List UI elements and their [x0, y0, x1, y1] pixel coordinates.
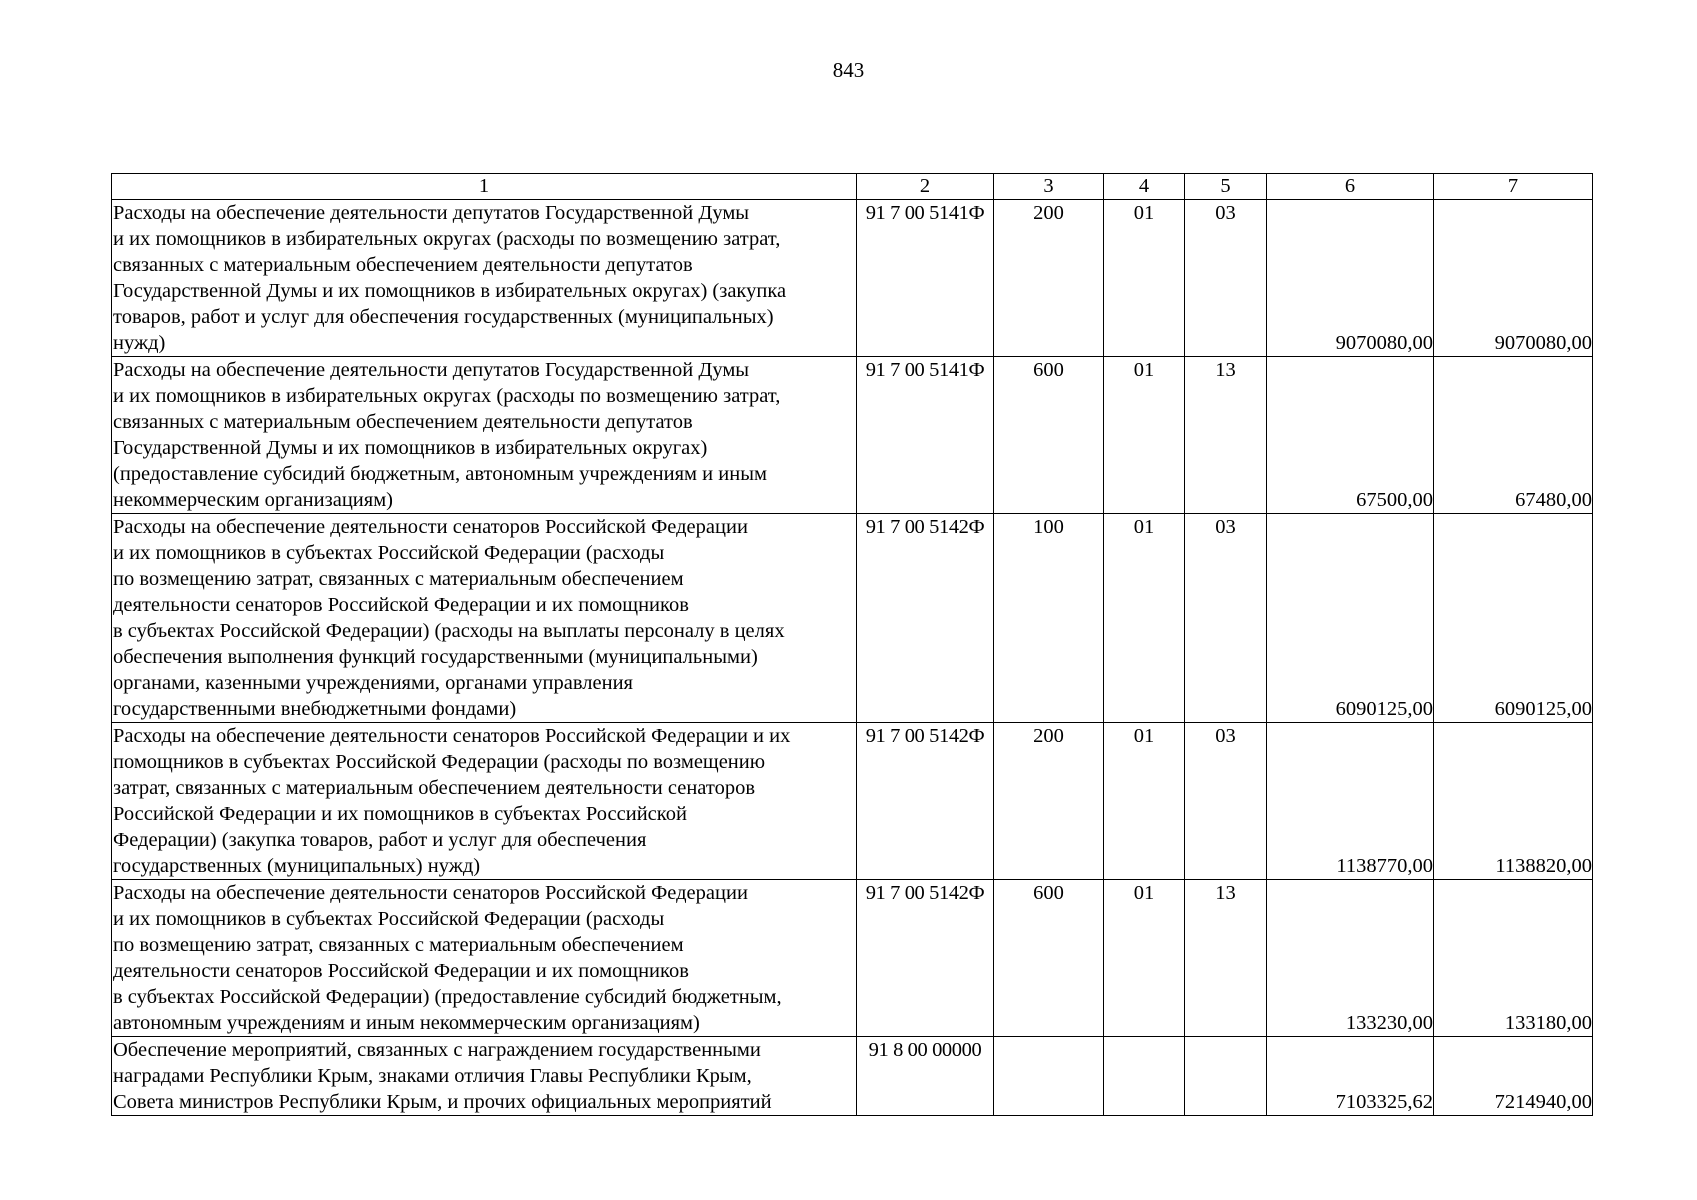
amount-year2-cell: 9070080,00 — [1434, 200, 1593, 357]
description-line: обеспечения выполнения функций государственными (муниципальными) — [113, 646, 758, 668]
header-cell: 5 — [1185, 174, 1267, 200]
target-article-code-cell: 91 7 00 5141Ф — [857, 200, 994, 357]
expense-description-cell — [112, 880, 857, 1037]
header-cell: 1 — [112, 174, 857, 200]
amount-year1-cell: 67500,00 — [1267, 357, 1434, 514]
description-line: Обеспечение мероприятий, связанных с награждением государственными — [113, 1039, 761, 1061]
target-article-code-cell: 91 7 00 5142Ф — [857, 880, 994, 1037]
amount-year2-cell: 1138820,00 — [1434, 723, 1593, 880]
table-row — [112, 357, 1593, 514]
subsection-code-cell: 03 — [1185, 723, 1267, 880]
amount-year1-cell: 1138770,00 — [1267, 723, 1434, 880]
table-header-row — [112, 174, 1593, 200]
section-code-cell: 01 — [1104, 880, 1185, 1037]
description-line: и их помощников в субъектах Российской Федерации (расходы — [113, 908, 665, 930]
description-line: связанных с материальным обеспечением деятельности депутатов — [113, 254, 693, 276]
description-line: нужд) — [113, 332, 166, 354]
description-line: Государственной Думы и их помощников в избирательных округах) (закупка — [113, 280, 787, 302]
subsection-code-cell: 13 — [1185, 880, 1267, 1037]
description-line: Расходы на обеспечение деятельности сенаторов Российской Федерации — [113, 882, 748, 904]
amount-year2-cell: 67480,00 — [1434, 357, 1593, 514]
description-line: Расходы на обеспечение деятельности депутатов Государственной Думы — [113, 202, 750, 224]
target-article-code-cell: 91 7 00 5142Ф — [857, 723, 994, 880]
budget-table — [111, 173, 1593, 1116]
description-line: Расходы на обеспечение деятельности сенаторов Российской Федерации и их — [113, 725, 791, 747]
table-row — [112, 880, 1593, 1037]
description-line: связанных с материальным обеспечением деятельности депутатов — [113, 411, 693, 433]
description-line: помощников в субъектах Российской Федерации (расходы по возмещению — [113, 751, 766, 773]
amount-year1-cell: 9070080,00 — [1267, 200, 1434, 357]
section-code-cell: 01 — [1104, 200, 1185, 357]
description-line: по возмещению затрат, связанных с материальным обеспечением — [113, 568, 684, 590]
description-line: в субъектах Российской Федерации) (расходы на выплаты персоналу в целях — [113, 620, 785, 642]
description-line: государственными внебюджетными фондами) — [113, 698, 517, 720]
description-line: Государственной Думы и их помощников в избирательных округах) — [113, 437, 708, 459]
description-line: наградами Республики Крым, знаками отличия Главы Республики Крым, — [113, 1065, 752, 1087]
description-line: Федерации) (закупка товаров, работ и услуг для обеспечения — [113, 829, 647, 851]
target-article-code-cell: 91 8 00 00000 — [857, 1037, 994, 1116]
description-line: товаров, работ и услуг для обеспечения государственных (муниципальных) — [113, 306, 774, 328]
expense-type-cell: 600 — [994, 880, 1104, 1037]
amount-year2-cell: 6090125,00 — [1434, 514, 1593, 723]
expense-description-cell — [112, 723, 857, 880]
expense-type-cell — [994, 1037, 1104, 1116]
header-cell: 7 — [1434, 174, 1593, 200]
expense-type-cell: 600 — [994, 357, 1104, 514]
amount-year2-cell: 7214940,00 — [1434, 1037, 1593, 1116]
header-cell: 2 — [857, 174, 994, 200]
description-line: по возмещению затрат, связанных с материальным обеспечением — [113, 934, 684, 956]
table-row — [112, 723, 1593, 880]
section-code-cell: 01 — [1104, 514, 1185, 723]
description-line: Расходы на обеспечение деятельности сенаторов Российской Федерации — [113, 516, 748, 538]
page-number: 843 — [832, 58, 865, 82]
header-cell: 4 — [1104, 174, 1185, 200]
description-line: деятельности сенаторов Российской Федерации и их помощников — [113, 960, 689, 982]
description-line: и их помощников в избирательных округах (расходы по возмещению затрат, — [113, 385, 781, 407]
description-line: органами, казенными учреждениями, органами управления — [113, 672, 633, 694]
header-cell: 6 — [1267, 174, 1434, 200]
description-line: в субъектах Российской Федерации) (предоставление субсидий бюджетным, — [113, 986, 782, 1008]
section-code-cell: 01 — [1104, 357, 1185, 514]
description-line: (предоставление субсидий бюджетным, автономным учреждениям и иным — [113, 463, 767, 485]
subsection-code-cell: 03 — [1185, 514, 1267, 723]
expense-description-cell — [112, 357, 857, 514]
expense-type-cell: 200 — [994, 200, 1104, 357]
description-line: Расходы на обеспечение деятельности депутатов Государственной Думы — [113, 359, 750, 381]
subsection-code-cell: 03 — [1185, 200, 1267, 357]
target-article-code-cell: 91 7 00 5142Ф — [857, 514, 994, 723]
expense-description-cell — [112, 200, 857, 357]
expense-type-cell: 200 — [994, 723, 1104, 880]
section-code-cell: 01 — [1104, 723, 1185, 880]
description-line: затрат, связанных с материальным обеспечением деятельности сенаторов — [113, 777, 755, 799]
description-line: автономным учреждениям и иным некоммерческим организациям) — [113, 1012, 700, 1034]
section-code-cell — [1104, 1037, 1185, 1116]
target-article-code-cell: 91 7 00 5141Ф — [857, 357, 994, 514]
description-line: Совета министров Республики Крым, и прочих официальных мероприятий — [113, 1091, 772, 1113]
amount-year1-cell: 6090125,00 — [1267, 514, 1434, 723]
amount-year2-cell: 133180,00 — [1434, 880, 1593, 1037]
amount-year1-cell: 7103325,62 — [1267, 1037, 1434, 1116]
expense-type-cell: 100 — [994, 514, 1104, 723]
subsection-code-cell: 13 — [1185, 357, 1267, 514]
header-cell: 3 — [994, 174, 1104, 200]
description-line: Российской Федерации и их помощников в субъектах Российской — [113, 803, 687, 825]
table-row — [112, 200, 1593, 357]
table-row — [112, 1037, 1593, 1116]
expense-description-cell — [112, 1037, 857, 1116]
description-line: некоммерческим организациям) — [113, 489, 393, 511]
description-line: государственных (муниципальных) нужд) — [113, 855, 481, 877]
amount-year1-cell: 133230,00 — [1267, 880, 1434, 1037]
description-line: деятельности сенаторов Российской Федерации и их помощников — [113, 594, 689, 616]
subsection-code-cell — [1185, 1037, 1267, 1116]
table-row — [112, 514, 1593, 723]
expense-description-cell — [112, 514, 857, 723]
description-line: и их помощников в избирательных округах (расходы по возмещению затрат, — [113, 228, 781, 250]
description-line: и их помощников в субъектах Российской Федерации (расходы — [113, 542, 665, 564]
